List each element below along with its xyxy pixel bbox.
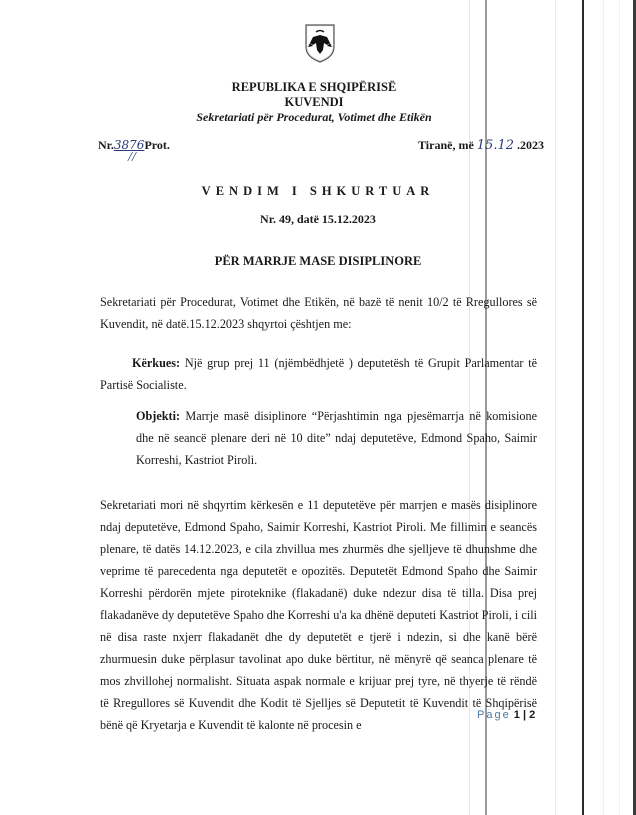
page-number xyxy=(477,709,535,721)
requester-label: Kërkues: xyxy=(132,356,181,370)
protocol-prefix: Nr. xyxy=(98,138,114,152)
body-paragraph: Sekretariati mori në shqyrtim kërkesën e 11 deputetëve për marrjen e masës disiplinore ndaj deputetëve, Edmond Spaho, Saimir Korreshi, Kastriot Piroli. Me fillimin e seancës plenare, të datës 14.12.2023, e cila zhvillua mes zhurmës dhe sjelljeve të dhunshme dhe veprime të parecedenta nga deputetët e opozitës. Deputetët Edmond Spaho dhe Saimir Korreshi përdorën mjete piroteknike (flakadanë) duke ndezur disa të tilla. Disa prej flakadanëve dy deputetëve Spaho dhe Korreshi u'a ka dhënë deputeti Kastriot Piroli, i cili në disa raste nxjerr flakadanët dhe dy deputetët e tjerë i ndezin, si dhe kanë bërë zhurmuesin duke përplasur tavolinat apo duke bërtitur, në mënyrë që seanca plenare të mos zhvillohej normalisht. Situata aspak normale e krijuar prej tyre, në thyerje të rëndë të Rregullores së Kuvendit dhe Kodit të Sjelljes së Deputetit të Kuvendit të Shqipërisë bënë që Kryetarja e Kuvendit të kalonte në procesin e xyxy=(100,498,537,732)
republic-name: REPUBLIKA E SHQIPËRISË xyxy=(231,80,397,94)
albanian-coat-of-arms-icon xyxy=(304,23,336,63)
requester-text: Një grup prej 11 (njëmbëdhjetë ) deputetësh të Grupit Parlamentar të Partisë Socialiste. xyxy=(100,356,537,392)
requester-paragraph xyxy=(100,352,537,396)
handwritten-date: 15.12 xyxy=(476,138,514,153)
object-text: Marrje masë disiplinore “Përjashtimin nga pjesëmarrja në komisione dhe në seancë plenare deri në 10 dite” ndaj deputetëve, Edmond Spaho, Saimir Korreshi, Kastriot Piroli. xyxy=(136,409,537,467)
document-title: VENDIM I SHKURTUAR xyxy=(201,184,435,198)
protocol-suffix: Prot. xyxy=(144,138,170,152)
place-prefix: Tiranë, më xyxy=(418,138,474,152)
date-year: .2023 xyxy=(517,138,544,152)
institution-name: KUVENDI xyxy=(284,95,344,109)
intro-paragraph: Sekretariati për Procedurat, Votimet dhe Etikën, në bazë të nenit 10/2 të Rregullores së Kuvendit, në datë.15.12.2023 shqyrtoi çështjen me: xyxy=(100,295,537,331)
object-paragraph xyxy=(136,405,537,471)
object-label: Objekti: xyxy=(136,409,181,423)
page-label: Page xyxy=(477,709,511,721)
protocol-handwritten-number: 3876 xyxy=(113,138,145,152)
secretariat-name: Sekretariati për Procedurat, Votimet dhe Etikën xyxy=(196,110,432,124)
protocol-handwritten-slashes: // xyxy=(128,150,136,165)
decision-subject: PËR MARRJE MASE DISIPLINORE xyxy=(214,254,422,268)
page-count: 1 | 2 xyxy=(513,709,536,721)
place-date xyxy=(418,138,544,153)
decision-number: Nr. 49, datë 15.12.2023 xyxy=(260,212,376,226)
